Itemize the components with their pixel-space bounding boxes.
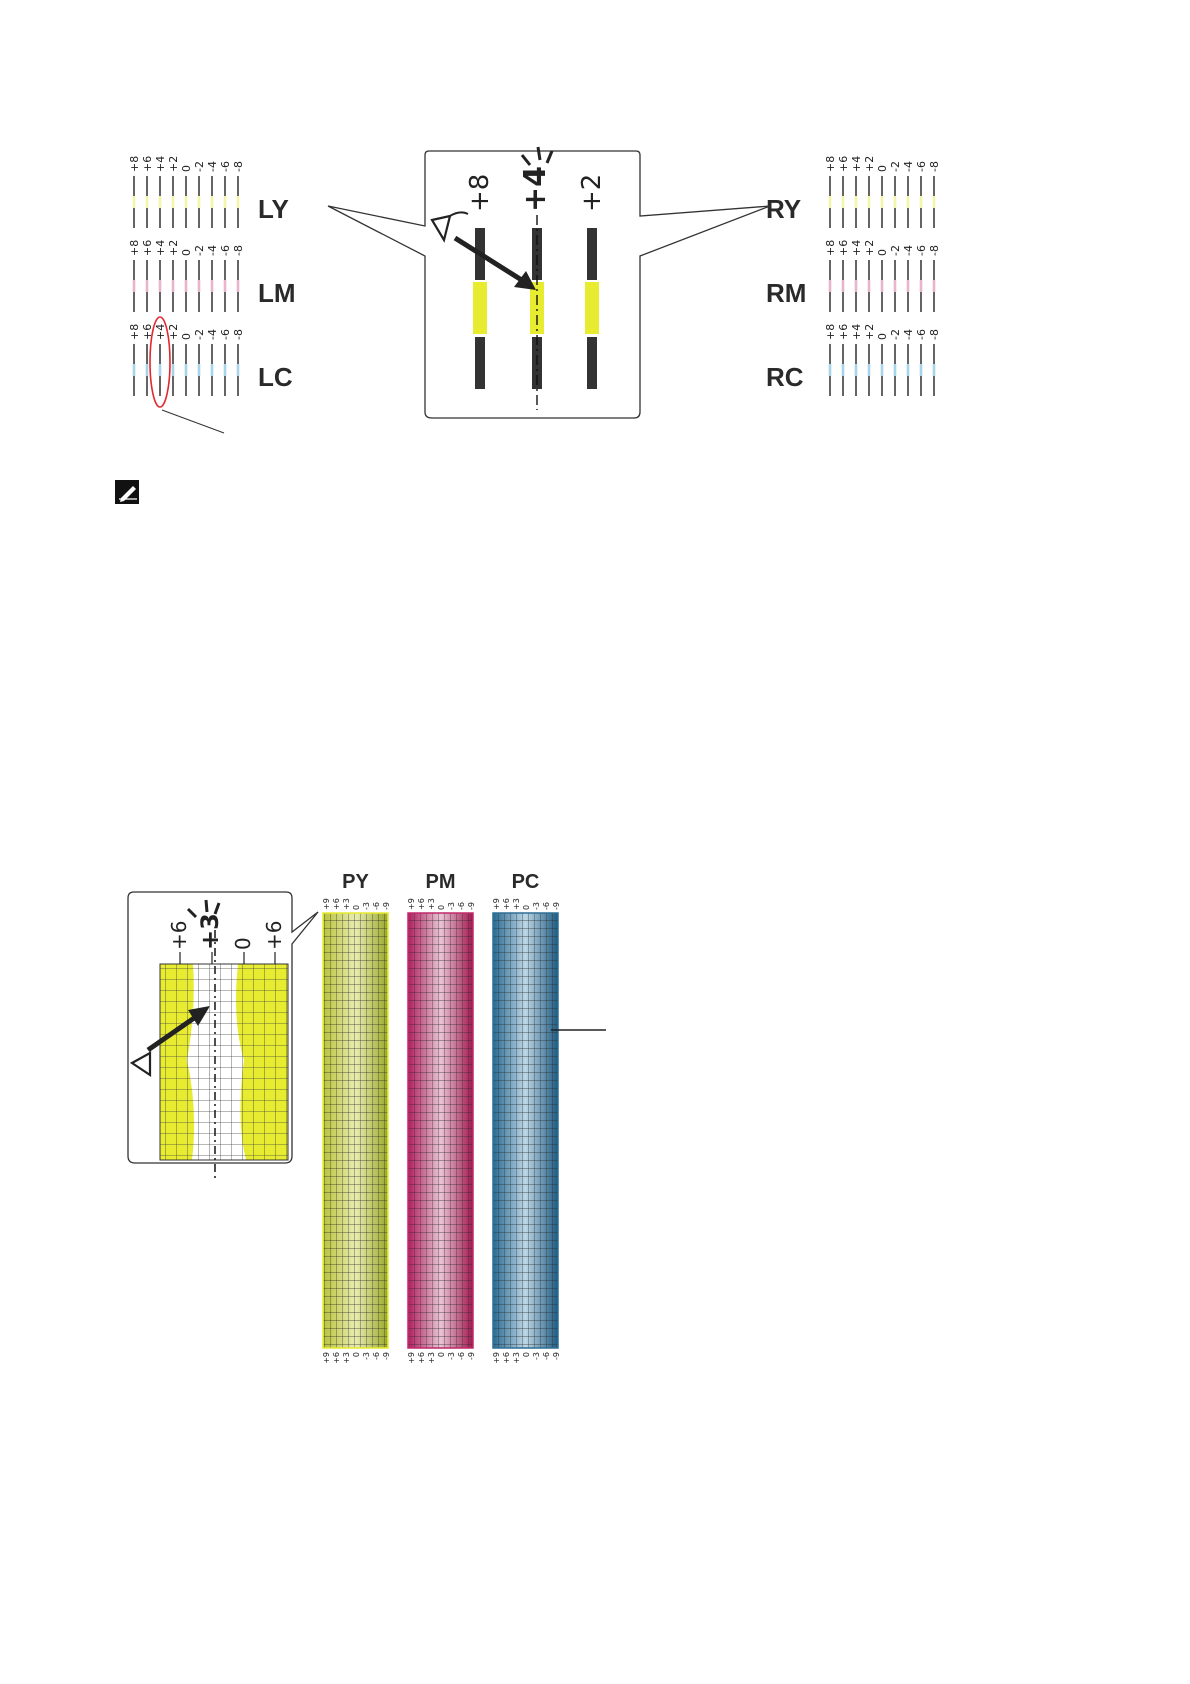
density-zoom-tick-label: +6 (262, 920, 286, 950)
tick-label: +4 (850, 239, 863, 256)
tick-label: -6 (915, 161, 928, 172)
tick-label: +4 (154, 239, 167, 256)
strip-tick-label-bottom: -9 (382, 1352, 391, 1360)
tick-label: +6 (141, 323, 154, 340)
strip-tick-label-bottom: +9 (407, 1352, 416, 1364)
strip-tick-label-bottom: +3 (342, 1352, 351, 1364)
strip-tick-label-bottom: +6 (502, 1352, 511, 1364)
right-group-ry (766, 156, 941, 228)
strip-label: PY (342, 871, 369, 893)
strip-tick-label-top: -9 (552, 902, 561, 910)
tick-label: +2 (167, 239, 180, 256)
strip-tick-label-top: +3 (427, 898, 436, 910)
strip-tick-label-bottom: -9 (552, 1352, 561, 1360)
tick-label: -2 (193, 245, 206, 256)
zoom-bar-bottom (587, 337, 597, 389)
strip-tick-label-top: +3 (342, 898, 351, 910)
tick-label: -4 (902, 245, 915, 256)
group-label: LC (258, 362, 293, 392)
strip-tick-label-top: 0 (437, 904, 446, 910)
strip-tick-label-bottom: +6 (332, 1352, 341, 1364)
tick-label: +8 (824, 323, 837, 340)
strip-grid (323, 913, 388, 1348)
left-registration-groups (128, 156, 296, 396)
strip-tick-label-top: -6 (372, 902, 381, 910)
tick-label: -8 (928, 161, 941, 172)
tick-label: 0 (876, 333, 889, 340)
strip-label: PM (425, 871, 456, 893)
strip-py (322, 871, 391, 1364)
strip-label: PC (511, 871, 540, 893)
tick-label: +4 (154, 155, 167, 172)
strip-tick-label-top: -3 (447, 902, 456, 910)
tick-label: +8 (128, 239, 141, 256)
tick-label: +4 (850, 155, 863, 172)
color-strips (322, 871, 561, 1364)
tick-label: -8 (232, 329, 245, 340)
strip-tick-label-bottom: +9 (492, 1352, 501, 1364)
tick-label: -2 (193, 161, 206, 172)
tick-label: 0 (180, 249, 193, 256)
tick-label: +8 (824, 239, 837, 256)
tick-label: -6 (219, 161, 232, 172)
strip-tick-label-top: -6 (457, 902, 466, 910)
density-zoom-tick-label: +6 (167, 920, 191, 950)
strip-tick-label-top: +6 (502, 898, 511, 910)
tick-label: -6 (915, 329, 928, 340)
group-label: LM (258, 278, 296, 308)
tick-label: +6 (837, 323, 850, 340)
left-group-ly (128, 156, 289, 228)
group-label: RY (766, 194, 802, 224)
strip-grid (493, 913, 558, 1348)
strip-tick-label-top: -6 (542, 902, 551, 910)
registration-chart (128, 147, 941, 433)
tick-label: -8 (928, 329, 941, 340)
density-chart (128, 871, 606, 1364)
strip-tick-label-top: +9 (322, 898, 331, 910)
right-group-rc (766, 324, 941, 396)
tick-label: +4 (154, 323, 167, 340)
tick-label: 0 (876, 165, 889, 172)
strip-tick-label-bottom: -6 (542, 1352, 551, 1360)
strip-tick-label-bottom: 0 (437, 1352, 446, 1358)
tick-label: -8 (928, 245, 941, 256)
strip-tick-label-top: 0 (522, 904, 531, 910)
tick-label: 0 (180, 333, 193, 340)
strip-pc (492, 871, 561, 1364)
tick-label: +6 (141, 239, 154, 256)
tick-label: -4 (902, 329, 915, 340)
zoom-bar-color (473, 282, 487, 334)
tick-label: +2 (167, 323, 180, 340)
registration-zoom-callout (328, 147, 770, 418)
tick-label: +2 (863, 239, 876, 256)
strip-tick-label-top: +9 (407, 898, 416, 910)
density-zoom-tick-label: 0 (231, 937, 255, 950)
strip-tick-label-top: -3 (532, 902, 541, 910)
pencil-note-icon (115, 480, 139, 504)
strip-tick-label-top: +6 (417, 898, 426, 910)
pointer-line (162, 410, 224, 433)
tick-label: -2 (889, 329, 902, 340)
tick-label: 0 (876, 249, 889, 256)
strip-tick-label-bottom: +6 (417, 1352, 426, 1364)
tick-label: +6 (141, 155, 154, 172)
group-label: LY (258, 194, 289, 224)
group-label: RM (766, 278, 807, 308)
tick-label: +2 (863, 155, 876, 172)
strip-tick-label-top: 0 (352, 904, 361, 910)
strip-pm (407, 871, 476, 1364)
tick-label: +8 (824, 155, 837, 172)
tick-label: -8 (232, 245, 245, 256)
strip-tick-label-bottom: -6 (372, 1352, 381, 1360)
tick-label: -2 (889, 161, 902, 172)
zoom-tick-label: +8 (465, 173, 495, 212)
strip-tick-label-bottom: 0 (522, 1352, 531, 1358)
left-group-lm (128, 240, 296, 312)
zoom-bar-color (585, 282, 599, 334)
strip-tick-label-top: +3 (512, 898, 521, 910)
tick-label: -4 (206, 245, 219, 256)
strip-tick-label-bottom: -6 (457, 1352, 466, 1360)
tick-label: +2 (863, 323, 876, 340)
tick-label: -6 (915, 245, 928, 256)
strip-tick-label-bottom: 0 (352, 1352, 361, 1358)
tick-label: +4 (850, 323, 863, 340)
group-label: RC (766, 362, 804, 392)
tick-label: 0 (180, 165, 193, 172)
tick-label: -4 (902, 161, 915, 172)
right-group-rm (766, 240, 941, 312)
right-registration-groups (766, 156, 941, 396)
tick-label: +2 (167, 155, 180, 172)
strip-tick-label-top: +9 (492, 898, 501, 910)
strip-tick-label-top: -9 (467, 902, 476, 910)
zoom-tick-label: +4 (518, 165, 553, 212)
zoom-tick-label: +2 (577, 173, 607, 212)
strip-tick-label-bottom: +3 (512, 1352, 521, 1364)
strip-tick-label-bottom: -3 (362, 1352, 371, 1360)
tick-label: -4 (206, 329, 219, 340)
strip-tick-label-bottom: -3 (532, 1352, 541, 1360)
tick-label: -6 (219, 329, 232, 340)
tick-label: +6 (837, 239, 850, 256)
strip-tick-label-bottom: +9 (322, 1352, 331, 1364)
tick-label: +8 (128, 155, 141, 172)
strip-tick-label-top: +6 (332, 898, 341, 910)
strip-grid (408, 913, 473, 1348)
strip-tick-label-bottom: -9 (467, 1352, 476, 1360)
strip-tick-label-top: -9 (382, 902, 391, 910)
strip-tick-label-top: -3 (362, 902, 371, 910)
tick-label: +8 (128, 323, 141, 340)
tick-label: -6 (219, 245, 232, 256)
density-zoom-tick-label: +3 (196, 913, 224, 950)
tick-label: +6 (837, 155, 850, 172)
tick-label: -2 (889, 245, 902, 256)
density-zoom-callout (128, 892, 318, 1180)
tick-label: -4 (206, 161, 219, 172)
strip-tick-label-bottom: -3 (447, 1352, 456, 1360)
zoom-bar-top (587, 228, 597, 280)
strip-tick-label-bottom: +3 (427, 1352, 436, 1364)
tick-label: -2 (193, 329, 206, 340)
tick-label: -8 (232, 161, 245, 172)
zoom-bar-bottom (475, 337, 485, 389)
